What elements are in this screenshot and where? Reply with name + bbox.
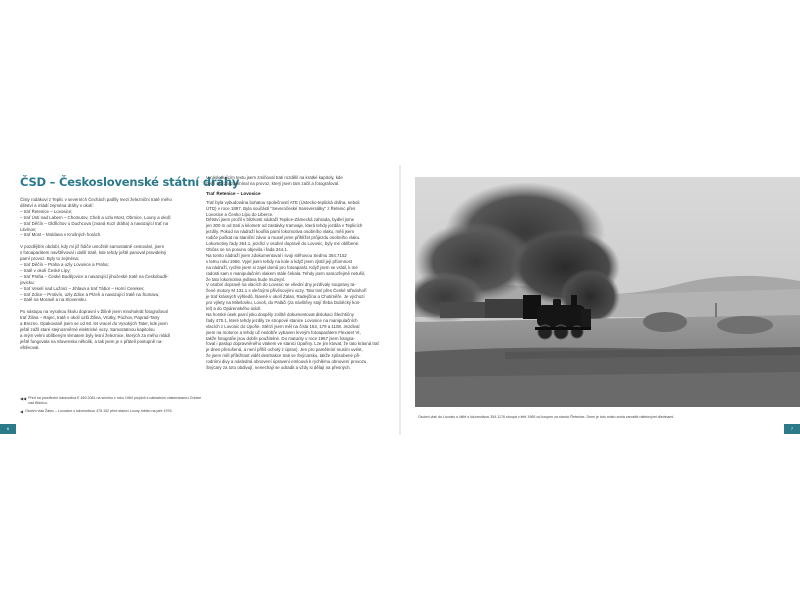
text-line: – trať Děčín – Oldřichov u Duchcova (zvaná Kozí dráha) a navazující trať na <box>20 220 169 226</box>
section-body <box>206 200 394 371</box>
text-line: jen 300 m od tratí a kilometr od zastávky tramvaje, která tehdy jezdila v Teplicích <box>206 223 363 229</box>
page-number-right: 7 <box>784 424 800 434</box>
text-line: pro výlety na Milešovku, Lovoš, do Paláči (za návštěvy stojí třeba Duběcký kos- <box>206 300 361 306</box>
text-line: – trať Most – Moldava v Krušných horách. <box>20 232 102 238</box>
page-gutter <box>399 165 401 435</box>
caption-1-text: Před na prostřední lokomotiva E 469.2081 na snímku z roku 1984 projíždí s nákladním vlakem <box>28 396 179 400</box>
caption-2-text: Osobní vlak Žatec – Lovosice s lokomotivou 475.152 před stanicí Louny-město na jaře 1976. <box>25 409 173 413</box>
text-line: jsem na motorce a tehdy už nedobře vybaven levným fotoaparátem Flexaret VI, <box>206 329 361 335</box>
text-line: řady 475.1, které tehdy jezdily ze stropové stanice Lovosice na manipulačních <box>206 317 358 323</box>
text-line: – tratě na Moravě a na Slovensku. <box>20 297 87 303</box>
text-line: ÚTD) v roce 1897. Byla součástí "Severočeské transversálky" z Řetenic přes <box>206 205 356 211</box>
text-line: Litvínov; <box>20 226 37 232</box>
text-line: – trať Děčín – Praha a uzly Lovosice a Praha; <box>20 261 109 267</box>
text-line: trať Žilina – Rajec, tratě v okolí uzlů Žilina, Vrútky, Púchov, Paprad-Tatry <box>20 315 160 321</box>
text-line: Dětství jsem prožil v blízkosti nádraží Teplice-Zámecká zahrada, bydlel jsme <box>206 217 355 223</box>
text-line: žené motory M 131.1 s vlečnými přívěsovými vozy. Tato trať přes České středohoří <box>206 288 367 294</box>
text-line: ještě fungovala na Slovensku několik, a tak jsem je s přátelí postupně na- <box>20 338 163 344</box>
intro-paragraph <box>206 175 394 187</box>
text-line: s fotoaparátem navštěvoval i další tratě, kde tehdy ještě panoval pravidelný <box>20 250 167 256</box>
text-line: – trať Praha – České Budějovice a navazující jihočeské tratě na Českobudě- <box>20 273 169 279</box>
text-line: bych rád zavzpomínal na provoz, který jsem tam začil a fotografoval. <box>206 180 340 186</box>
caption-2 <box>20 409 204 414</box>
text-line: V následujícím textu jsem zmiňoval trati rozdělil na kratké kapitoly, kde <box>206 175 343 180</box>
text-line: jovicku; <box>20 279 35 285</box>
text-line: vlacích z Lovosic do Úpořie. Stěrzi jsem měl na čísla 153, 179 a 1108. Jezdíval <box>206 323 360 329</box>
text-line: Lovosice a Česko Lípu do Liberce. <box>206 211 274 217</box>
text-line: na nádraží, rychle jsem si zajel domů pro fotoaparát. Když jsem se vrátil, k mé <box>206 264 358 270</box>
text-line: V pozdějším období, kdy mi již řidiče umožnili samostatně cestování, jsem <box>20 244 164 250</box>
text-line: Občas se na posunu objevila i řada 344.1. <box>206 246 289 252</box>
text-line: – trať Řetenice – Lovosice; <box>20 208 73 214</box>
text-line: dětství a mládí zejména dráhy v okolí: <box>20 202 94 208</box>
text-line: a mým velmi oblíbeným tématem byly lesní železnice, kterých za mého mládí <box>20 332 171 338</box>
text-line: Čisty rodákovi z Teplic v severních Čechách patřily mezi železniční tratě mého <box>20 197 172 202</box>
text-line: – trať Ústí nad Labem – Chomutov, Cheb a uzlu Most, Obrnice, Louny a okolí; <box>20 214 172 220</box>
text-line: – trať Veselí nad Lužnicí – Jihlava a trať Tábor – Horní Cerekev; <box>20 285 145 291</box>
text-line: Trať byla vybudována bohatou společností ATE (Ústecko-teplická dráha, neboli <box>206 199 360 205</box>
text-line: Švýcary za toto obdivují, nenechají se odradit a vždy si dělají na přesných. <box>206 365 351 371</box>
text-line: rodními divy a následná obnovení úpravení emlouvá k rychlému obnovení provozu. <box>206 359 368 365</box>
caption-1 <box>20 396 204 406</box>
text-line: – trať Zdice – Protivín, uzly Zdice a Plzeň a navazující tratě na Šumavu; <box>20 291 160 297</box>
left-captions <box>20 396 204 417</box>
text-line: tel) a do Opárenského údolí. <box>206 306 262 312</box>
arrow-left-double-icon: ◀◀ <box>20 396 27 401</box>
text-line: že tato lokomotiva jedlava bude muzejní. <box>206 276 286 282</box>
text-line: parní provoz. Byly to zejména: <box>20 256 80 262</box>
text-line: V osobní dopravě na vlacích do Lovosic se všední dny jezdívaly soupravy ta- <box>206 282 356 288</box>
text-line: Po nástupu na Vysokou školu dopravní v Žilině jsem mnohokrát fotografoval <box>20 309 168 315</box>
middle-column-text <box>206 175 394 371</box>
text-line: je trať krásných výhledů, hlavně v okolí Žalan, Radejčína a Chotiměře. Je výchozí <box>206 294 365 300</box>
text-line: a Brezno. Opakovaně jsem se od 60. let vracel do Vysokých Tater, kde jsem <box>20 321 168 327</box>
arrow-left-icon: ◀ <box>20 409 24 414</box>
text-line: – tratě v okolí České Lípy; <box>20 267 71 273</box>
caption-1-text-2: stanicí Zvlnice nad Blšnicu. <box>28 396 202 405</box>
text-line: rodiče počkat na staniční závor a musel jsme přihlížet průjezdu osobního vlaku. <box>206 235 361 241</box>
page-number-left: 6 <box>0 424 16 434</box>
text-line: v letnu roku 1966. Vyjel jsem tehdy na kole a když jsem zjistil její příomnost <box>206 258 353 264</box>
text-line: Lokomotivy řady 354.1, jezdící v osobní dopravě do Lovosic, byly mé oblíbené. <box>206 241 360 247</box>
text-line: vštěvoval. <box>20 344 40 350</box>
text-line: je dnes přerušená, a není příliš ochotý z úprav). Jen pro pamětníní musím uvést, <box>206 347 363 353</box>
text-line: takže fotografie jsou dobře použitelné. Do maturity v roce 1967 jsem fotogra- <box>206 335 355 341</box>
text-line: jezdily. Pokud na nádraží kouřila parní lokomotiva osobního vlaku, měli jsem <box>206 229 355 235</box>
left-column-text <box>20 197 204 351</box>
text-line: že jsem měl příležitost vidět desítrakce trati ve Švýcarsku, takže způsobené při- <box>206 353 361 359</box>
text-line: radosti sam s manipulačním vlakem stále čekala. Tehdy jsem samozřejmě netušil, <box>206 270 366 276</box>
text-line: foval i pastup dopravněného vlakem ve stanici Úpařiny. Lze jim ktovat, že tato krásná trať <box>206 341 380 347</box>
chapter-title: ČSD – Československé státní dráhy <box>20 175 240 189</box>
photo-caption: Osobní vlak do Lovosic s čiště s lokomotivou 354.1176 stoupá v létě 1965 od koupen za stanicí Řetenice. Dnes je toto místo zcela zarostlé náletovými dřevinami. <box>418 415 675 419</box>
section-subheading: Trať Řetenice – Lovosice <box>206 190 261 196</box>
text-line: Na horské úsek parní jsko dospěly zoiště dokumentovat dislokaci Šlechtičny <box>206 311 354 317</box>
text-line: ještě zažil staré stejnosměrné elektrické vozy. Samostatnou kapitolou <box>20 326 155 332</box>
steam-locomotive-photo <box>415 177 800 407</box>
text-line: Na tomto nádraží jsem zdokumentoval i svoji stěhovou Sedmu 354.7152 <box>206 252 347 258</box>
